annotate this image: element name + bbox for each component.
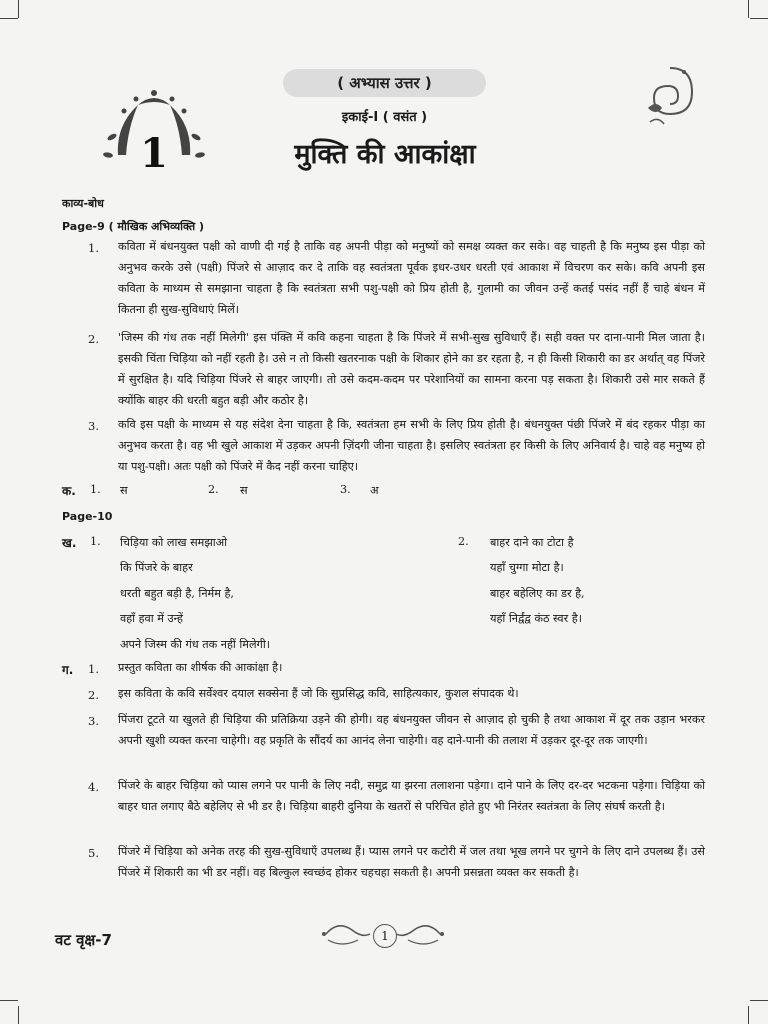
mcq-number: 2. (208, 483, 219, 496)
lesson-number-badge (98, 85, 210, 180)
poem-line: वहाँ हवा में उन्हें (120, 612, 183, 625)
crop-mark (748, 0, 749, 18)
poem-line: कि पिंजरे के बाहर (120, 561, 193, 574)
crop-mark (750, 1000, 768, 1001)
section-ka-label: क. (62, 484, 76, 498)
poem-line: बाहर दाने का टोटा है (490, 536, 574, 549)
lesson-number: 1 (140, 130, 168, 177)
answer-paragraph: पिंजरा टूटते या खुलते ही चिड़िया की प्रतिक्रिया उड़ने की होगी। वह बंधनयुक्त जीवन से आज़ाद हो चुकी है तथा आकाश में दूर तक उड़ान भरकर अपनी खुशी व्यक्त करना चाहेगी। वह प्रकृति के सौंदर्य का आनंद लेना चाहेगी। वह दाने-पानी की तलाश में उड़कर दूर-दूर तक जाएगी। (118, 713, 705, 747)
mcq-number: 3. (340, 483, 351, 496)
poem-line: यहाँ चुग्गा मोटा है। (490, 561, 564, 574)
answer-paragraph: कवि इस पक्षी के माध्यम से यह संदेश देना चाहता है कि, स्वतंत्रता हम सभी के लिए प्रिय होती है। बंधनयुक्त पंछी पिंजरे में बंद रहकर पीड़ा का अनुभव करता है। वह भी खुले आकाश में उड़कर अपनी ज़िंदगी जीना चाहता है। इसलिए स्वतंत्रता हर किसी के लिए अनिवार्य है। चाहे वह मनुष्य हो या पशु-पक्षी। अतः पक्षी को पिंजरे में कैद नहीं करना चाहिए। (118, 418, 705, 473)
section-heading-kavya-bodh: काव्य-बोध (62, 197, 104, 210)
answer-paragraph: पिंजरे के बाहर चिड़िया को प्यास लगने पर पानी के लिए नदी, समुद्र या झरना तलाशना पड़ेगा। दाने पाने के लिए दर-दर भटकना पड़ेगा। चिड़िया को बाहर घात लगाए बैठे बहेलिए से भी डर है। चिड़िया बाहरी दुनिया के खतरों से परिचित होते हुए भी निरंतर स्वतंत्रता के लिए संघर्ष करती है। (118, 779, 705, 813)
page-9-heading: Page-9 ( मौखिक अभिव्यक्ति ) (62, 220, 204, 233)
page-10-heading: Page-10 (62, 510, 113, 523)
mcq-answer: स (240, 484, 248, 497)
answer-number: 1. (88, 662, 99, 676)
unit-label: इकाई-I ( वसंत ) (341, 110, 428, 125)
answer-paragraph: 'जिस्म की गंध तक नहीं मिलेगी' इस पंक्ति में कवि कहना चाहता है कि पिंजरे में सभी-सुख सुविधाएँ हैं। सही वक्त पर दाना-पानी मिल जाता है। इसकी चिंता चिड़िया को नहीं रहती है। उसे न तो किसी खतरनाक पक्षी के शिकार होने का डर रहता है, न ही किसी शिकारी का डर अर्थात् वह पिंजरे में सुरक्षित है। यदि चिड़िया पिंजरे से बाहर जाएगी। तो उसे कदम-कदम पर परेशानियों का सामना करना पड़ सकता है। शिकारी उसे मार सकते हैं क्योंकि बाहर की धरती बहुत बड़ी और कठोर है। (118, 331, 705, 407)
section-label: ( अभ्यास उत्तर ) (283, 69, 486, 97)
crop-mark (0, 18, 18, 19)
book-title: वट वृक्ष-7 (55, 931, 112, 949)
poem-line: अपने जिस्म की गंध तक नहीं मिलेगी। (120, 638, 270, 651)
poem-line: बाहर बहेलिए का डर है, (490, 587, 585, 600)
poem-line: यहाँ निर्द्वंद्व कंठ स्वर है। (490, 612, 582, 625)
answer-number: 1. (88, 241, 99, 255)
crop-mark (750, 18, 768, 19)
page-title: मुक्ति की आकांक्षा (294, 139, 476, 170)
answer-paragraph: इस कविता के कवि सर्वेश्वर दयाल सक्सेना हैं जो कि सुप्रसिद्ध कवि, साहित्यकार, कुशल संपादक थे। (118, 687, 519, 700)
answer-paragraph: कविता में बंधनयुक्त पक्षी को वाणी दी गई है ताकि वह अपनी पीड़ा को मनुष्यों को समक्ष व्यक्त कर सके। वह चाहती है कि मनुष्य इस पीड़ा को अनुभव करके उसे (पक्षी) पिंजरे से आज़ाद कर दे ताकि वह स्वतंत्रता पूर्वक इधर-उधर धरती एवं आकाश में विचरण कर सके। कवि अपनी इस कविता के माध्यम से समझाना चाहता है कि स्वतंत्रता सभी पशु-पक्षी को प्रिय होती है, गुलामी का जीवन उन्हें कतई पसंद नहीं हैं चाहे बंधन में कितना ही सुख-सुविधाएं मिलें। (118, 240, 705, 316)
mcq-answer: स (120, 484, 128, 497)
answer-number: 3. (88, 419, 99, 433)
poem-line: धरती बहुत बड़ी है, निर्मम है, (120, 587, 234, 600)
crop-mark (18, 0, 19, 18)
answer-number: 2. (88, 332, 99, 346)
answer-number: 3. (88, 714, 99, 728)
answer-paragraph: पिंजरे में चिड़िया को अनेक तरह की सुख-सुविधाएँ उपलब्ध हैं। प्यास लगने पर कटोरी में जल तथा भूख लगने पर चुगने के लिए दाने उपलब्ध हैं। उसे पिंजरे में शिकारी का भी डर नहीं। वह बिल्कुल स्वच्छंद होकर चहचहा सकती है। अपनी प्रसन्नता व्यक्त कर सकती है। (118, 845, 705, 879)
crop-mark (0, 1000, 18, 1001)
section-kha-label: ख. (62, 536, 77, 550)
answer-number: 2. (88, 688, 99, 702)
section-ga-label: ग. (62, 663, 74, 677)
crop-mark (748, 1006, 749, 1024)
answer-number: 5. (88, 846, 99, 860)
mcq-answer: अ (370, 484, 379, 497)
stanza-number: 2. (458, 535, 469, 548)
crop-mark (18, 1006, 19, 1024)
poem-line: चिड़िया को लाख समझाओ (120, 536, 228, 549)
flourish-icon (640, 62, 698, 132)
answer-paragraph: प्रस्तुत कविता का शीर्षक की आकांक्षा है। (118, 661, 283, 674)
page-number: 1 (373, 924, 397, 948)
mcq-number: 1. (90, 483, 101, 496)
answer-number: 4. (88, 780, 99, 794)
stanza-number: 1. (90, 535, 101, 548)
